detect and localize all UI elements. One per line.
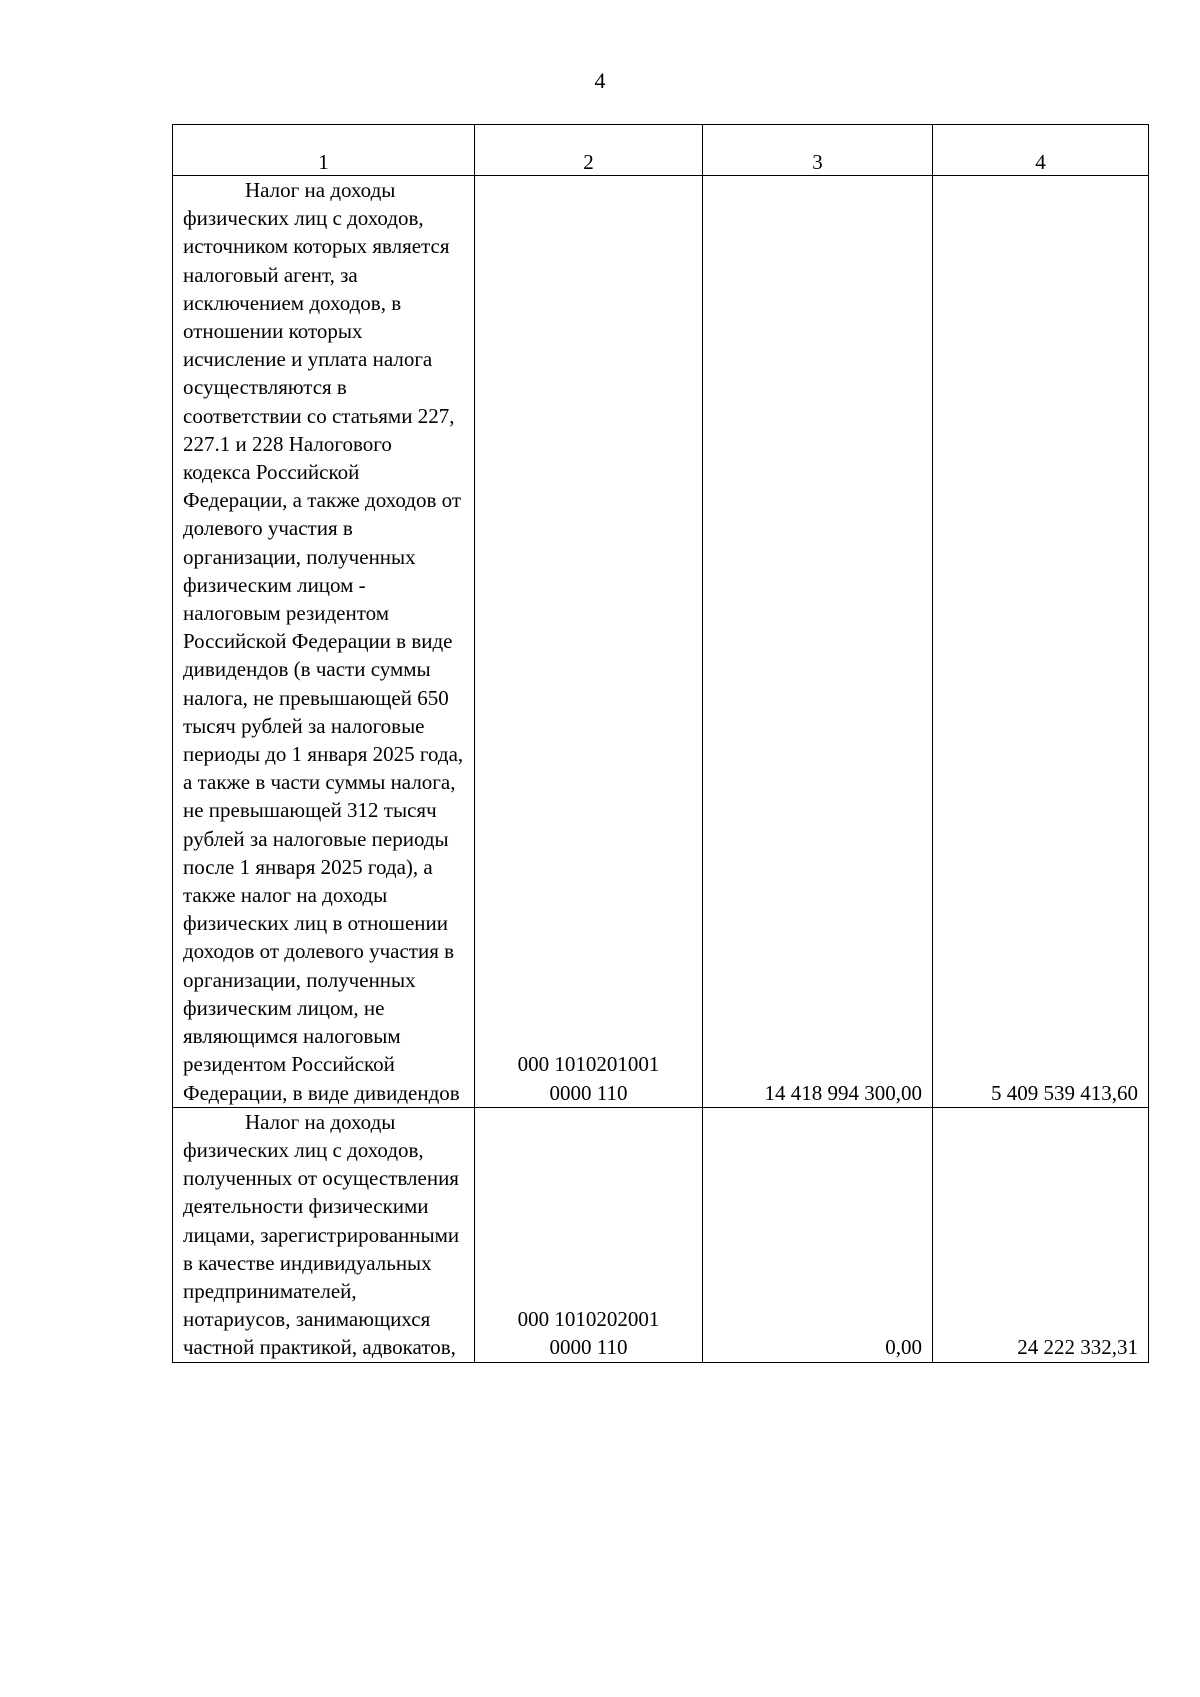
column-header-4: 4 <box>933 125 1149 176</box>
row-description: Налог на доходы физических лиц с доходов, источником которых является налоговый агент, за исключением доходов, в отношении которых исчисление и уплата налога осуществляются в соответствии со статьями 227, 227.1 и 228 Налогового кодекса Российской Федерации, а также доходов от долевого участия в организации, полученных физическим лицом - налоговым резидентом Российской Федерации в виде дивидендов (в части суммы налога, не превышающей 650 тысяч рублей за налоговые периоды до 1 января 2025 года, а также в части суммы налога, не превышающей 312 тысяч рублей за налоговые периоды после 1 января 2025 года), а также налог на доходы физических лиц в отношении доходов от долевого участия в организации, полученных физическим лицом, не являющимся налоговым резидентом Российской Федерации, в виде дивидендов <box>183 178 464 1105</box>
row-actual-amount: 24 222 332,31 <box>933 1107 1149 1362</box>
row-code-line-1: 000 1010202001 <box>517 1307 660 1332</box>
column-header-1: 1 <box>173 125 475 176</box>
row-code-cell <box>475 176 703 1108</box>
table-row <box>173 176 1149 1108</box>
header-row <box>173 125 1149 176</box>
row-code-line-2: 0000 110 <box>549 1335 628 1360</box>
row-planned-amount: 14 418 994 300,00 <box>703 176 933 1108</box>
row-actual-amount: 5 409 539 413,60 <box>933 176 1149 1108</box>
row-description-cell <box>173 1107 475 1362</box>
row-description: Налог на доходы физических лиц с доходов, полученных от осуществления деятельности физическими лицами, зарегистрированными в качестве индивидуальных предпринимателей, нотариусов, занимающихся частной практикой, адвокатов, <box>183 1109 460 1360</box>
row-code-line-2: 0000 110 <box>549 1080 628 1105</box>
table-row <box>173 1107 1149 1362</box>
column-header-3: 3 <box>703 125 933 176</box>
column-header-2: 2 <box>475 125 703 176</box>
row-code-line-1: 000 1010201001 <box>517 1052 660 1077</box>
row-planned-amount: 0,00 <box>703 1107 933 1362</box>
page-number: 4 <box>594 68 606 93</box>
revenue-table <box>172 124 1149 1363</box>
row-code-cell <box>475 1107 703 1362</box>
row-description-cell <box>173 176 475 1108</box>
